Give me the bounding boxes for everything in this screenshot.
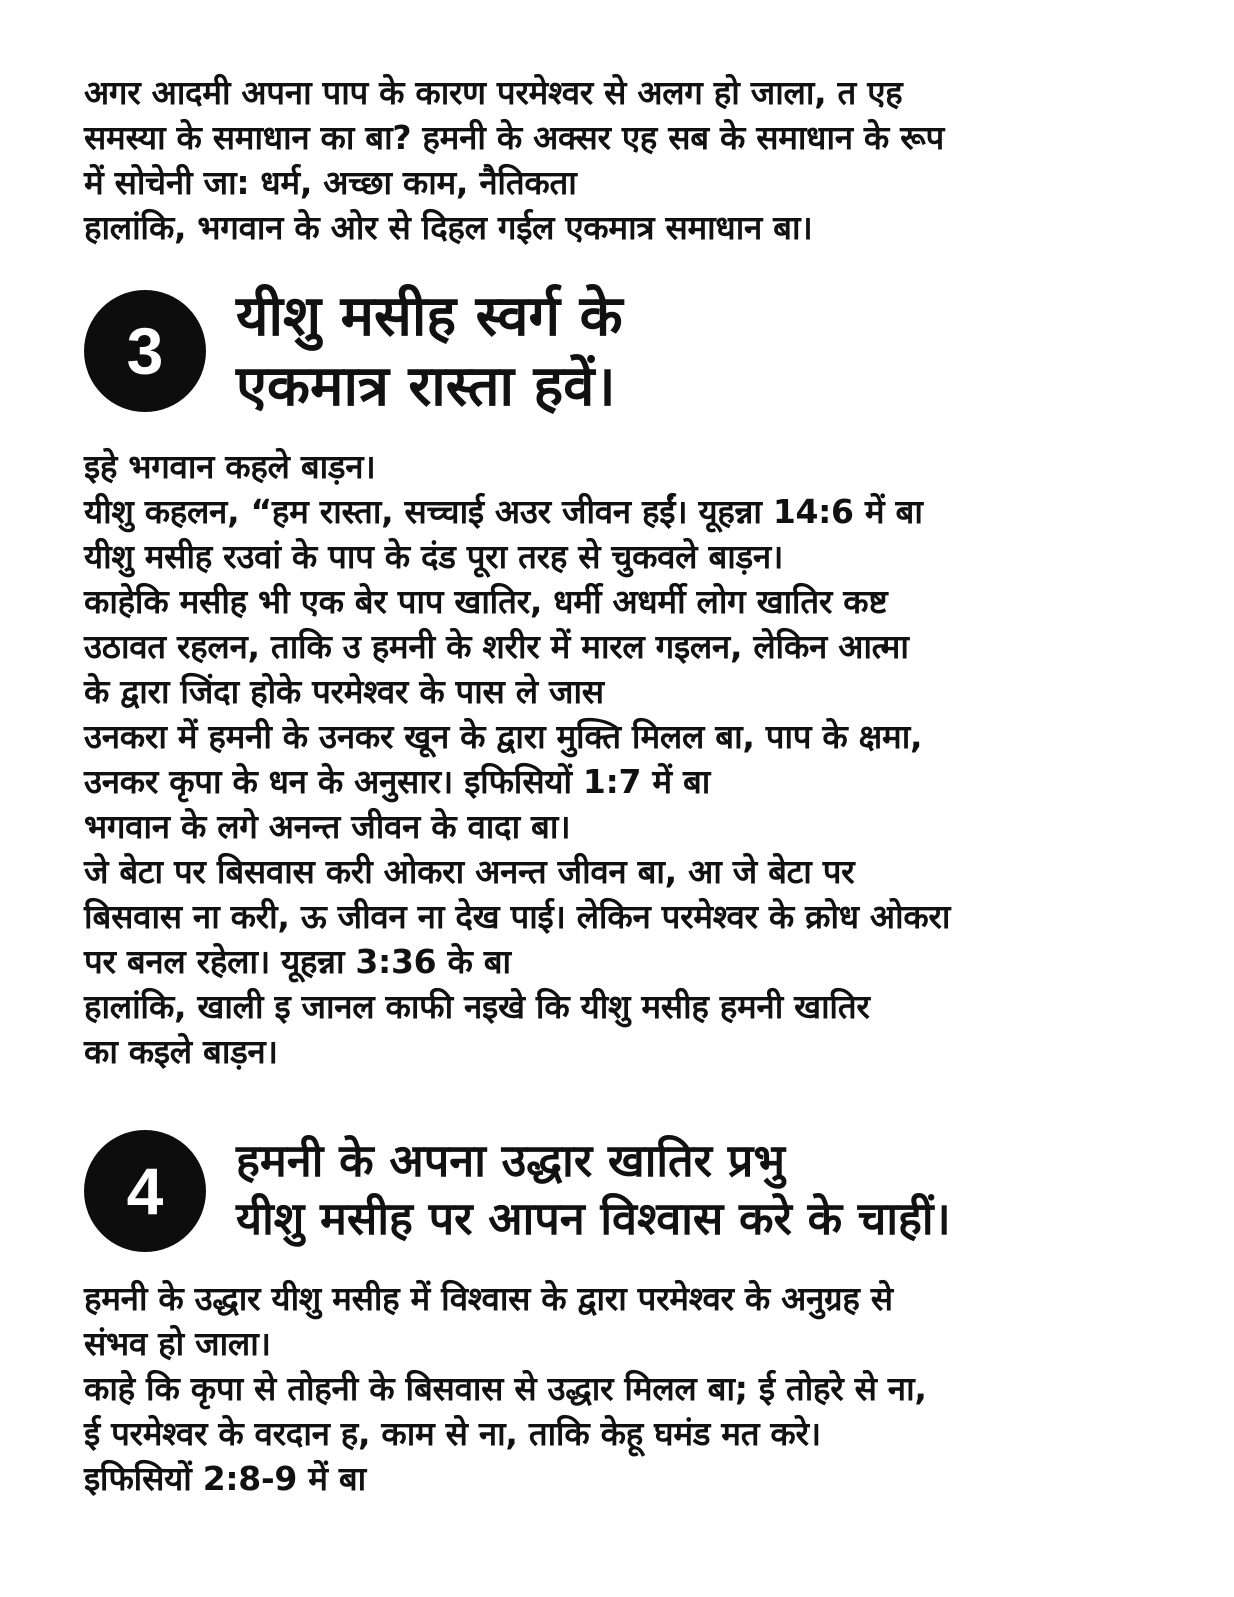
section-4-body (84, 1276, 1164, 1501)
body-line: जे बेटा पर बिसवास करी ओकरा अनन्त जीवन बा, आ जे बेटा पर (84, 852, 855, 891)
body-line: का कइले बाड़न। (84, 1032, 278, 1071)
section-title-line: यीशु मसीह पर आपन विश्वास करे के चाहीं। (236, 1192, 951, 1245)
body-line: भगवान के लगे अनन्त जीवन के वादा बा। (84, 807, 571, 846)
section-title (236, 282, 623, 422)
body-line: यीशु मसीह रउवां के पाप के दंड पूरा तरह से चुकवले बाड़न। (84, 537, 784, 576)
body-line: उनकर कृपा के धन के अनुसार। इफिसियों 1:7 में बा (84, 762, 711, 801)
body-line: काहेकि मसीह भी एक बेर पाप खातिर, धर्मी अधर्मी लोग खातिर कष्ट (84, 582, 888, 621)
intro-line: समस्या के समाधान का बा? हमनी के अक्सर एह सब के समाधान के रूप (84, 118, 944, 157)
body-line: हमनी के उद्धार यीशु मसीह में विश्वास के द्वारा परमेश्वर के अनुग्रह से (84, 1279, 893, 1318)
body-line: काहे कि कृपा से तोहनी के बिसवास से उद्धार मिलल बा; ई तोहरे से ना, (84, 1369, 927, 1408)
section-number-badge: 3 (84, 290, 206, 412)
intro-line: हालांकि, भगवान के ओर से दिहल गईल एकमात्र समाधान बा। (84, 208, 813, 247)
body-line: हालांकि, खाली इ जानल काफी नइखे कि यीशु मसीह हमनी खातिर (84, 987, 870, 1026)
section-3-heading (84, 282, 1164, 422)
body-line: इहे भगवान कहले बाड़न। (84, 447, 376, 486)
section-number-badge: 4 (84, 1130, 206, 1252)
body-line: पर बनल रहेला। यूहन्ना 3:36 के बा (84, 942, 511, 981)
intro-line: में सोचेनी जा: धर्म, अच्छा काम, नैतिकता (84, 163, 577, 202)
body-line: संभव हो जाला। (84, 1324, 271, 1363)
body-line: इफिसियों 2:8-9 में बा (84, 1459, 366, 1498)
section-title-line: हमनी के अपना उद्धार खातिर प्रभु (236, 1134, 785, 1187)
body-line: उनकरा में हमनी के उनकर खून के द्वारा मुक्ति मिलल बा, पाप के क्षमा, (84, 717, 923, 756)
body-line: के द्वारा जिंदा होके परमेश्वर के पास ले जास (84, 672, 604, 711)
section-title-line: यीशु मसीह स्वर्ग के (236, 284, 623, 349)
section-title (236, 1132, 951, 1248)
intro-line: अगर आदमी अपना पाप के कारण परमेश्वर से अलग हो जाला, त एह (84, 73, 903, 112)
section-3-body (84, 444, 1164, 1074)
body-line: उठावत रहलन, ताकि उ हमनी के शरीर में मारल गइलन, लेकिन आत्मा (84, 627, 909, 666)
section-4-heading (84, 1130, 1164, 1260)
intro-paragraph (84, 70, 1164, 250)
section-title-line: एकमात्र रास्ता हवें। (236, 354, 616, 419)
body-line: यीशु कहलन, “हम रास्ता, सच्चाई अउर जीवन हईं। यूहन्ना 14:6 में बा (84, 492, 923, 531)
body-line: बिसवास ना करी, ऊ जीवन ना देख पाई। लेकिन परमेश्वर के क्रोध ओकरा (84, 897, 951, 936)
body-line: ई परमेश्वर के वरदान ह, काम से ना, ताकि केहू घमंड मत करे। (84, 1414, 821, 1453)
